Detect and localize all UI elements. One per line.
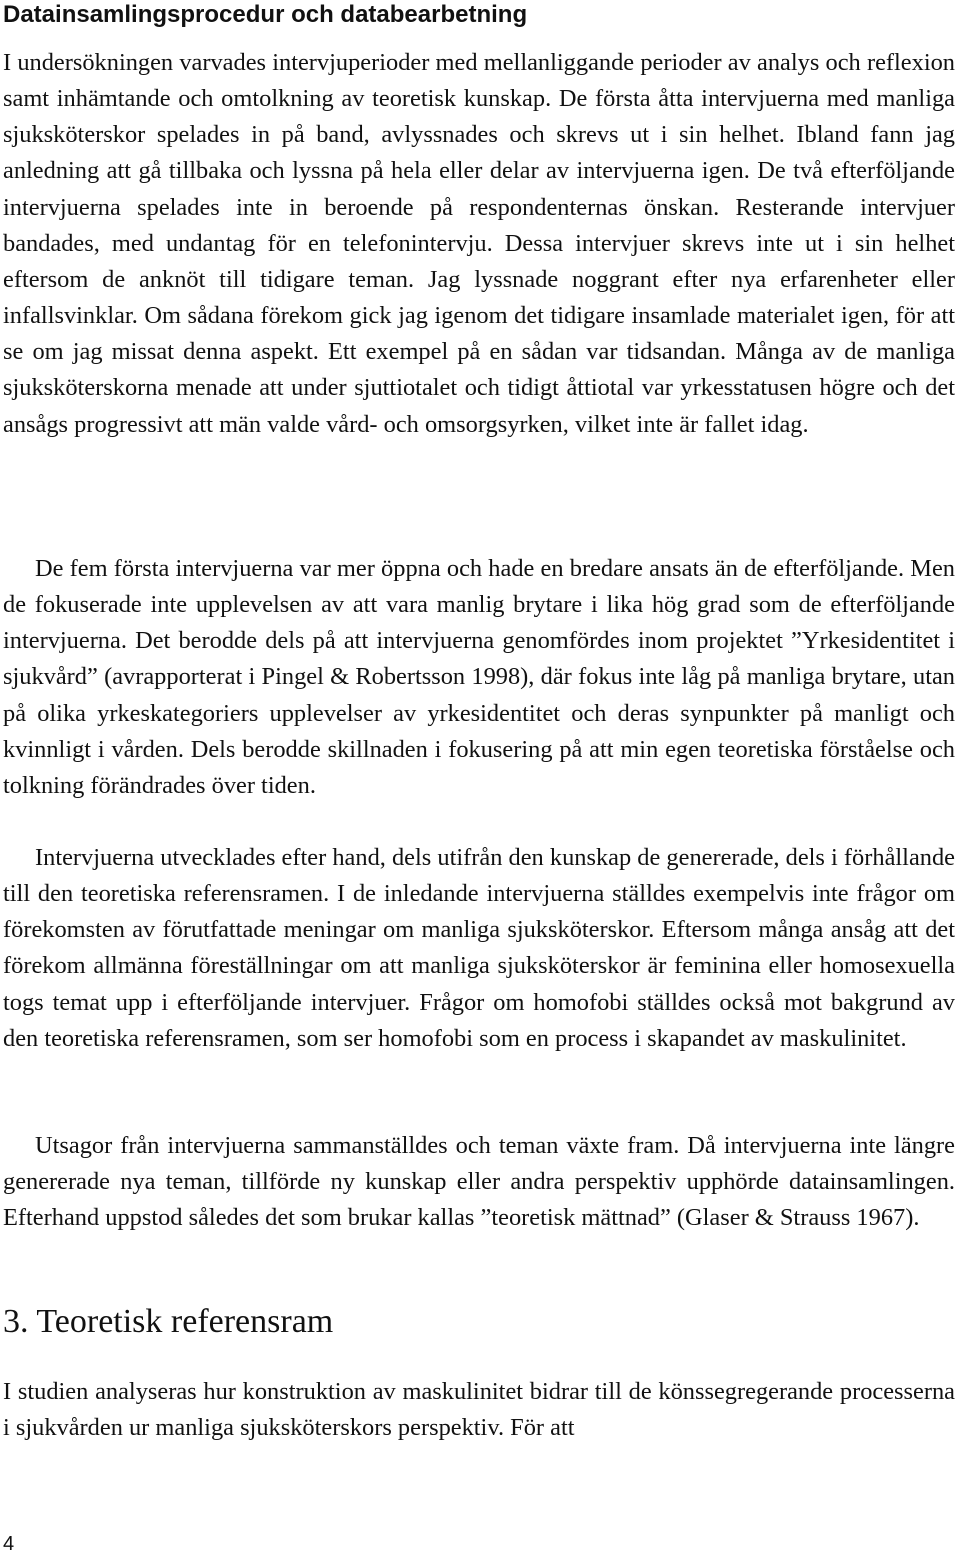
page-number: 4	[3, 1533, 15, 1555]
section-heading: 3. Teoretisk referensram	[3, 1303, 334, 1340]
subheading: Datainsamlingsprocedur och databearbetning	[3, 1, 528, 28]
paragraph-3-text: Intervjuerna utvecklades efter hand, dels utifrån den kunskap de genererade, dels i förhållande till den teoretiska referensramen. I de inledande intervjuerna ställdes exempelvis inte frågor om förekomsten av förutfattade meningar om manliga sjuksköterskor. Eftersom många ansåg att det förekom allmänna föreställningar om att manliga sjuksköterskor är feminina eller homosexuella togs temat upp i efterföljande intervjuer. Frågor om homofobi ställdes också mot bakgrund av den teoretiska referensramen, som ser homofobi som en process i skapandet av maskulinitet.	[3, 844, 955, 1052]
section-paragraph: I studien analyseras hur konstruktion av maskulinitet bidrar till de könssegregerande processerna i sjukvården ur manliga sjuksköterskors perspektiv. För att	[3, 1378, 955, 1442]
paragraph-2	[3, 551, 955, 804]
paragraph-1: I undersökningen varvades intervjuperioder med mellanliggande perioder av analys och reflexion samt inhämtande och omtolkning av teoretisk kunskap. De första åtta intervjuerna med manliga sjuksköterskor spelades in på band, avlyssnades och skrevs ut i sin helhet. Ibland fann jag anledning att gå tillbaka och lyssna på hela eller delar av intervjuerna igen. De två efterföljande intervjuerna spelades inte in beroende på respondenternas önskan. Resterande intervjuer bandades, med undantag för en telefonintervju. Dessa intervjuer skrevs inte ut i sin helhet eftersom de anknöt till tidigare teman. Jag lyssnade noggrant efter nya erfarenheter eller infallsvinklar. Om sådana förekom gick jag igenom det tidigare insamlade materialet igen, för att se om jag missat denna aspekt. Ett exempel på en sådan var tidsandan. Många av de manliga sjuksköterskorna menade att under sjuttiotalet och tidigt åttiotal var yrkesstatusen högre och det ansågs progressivt att män valde vård- och omsorgsyrken, vilket inte är fallet idag.	[3, 49, 955, 438]
paragraph-3	[3, 840, 955, 1057]
paragraph-4	[3, 1128, 955, 1236]
paragraph-2-text: De fem första intervjuerna var mer öppna och hade en bredare ansats än de efterföljande. Men de fokuserade inte upplevelsen av att vara manlig brytare i lika hög grad som de efterföljande intervjuerna. Det berodde dels på att intervjuerna genomfördes inom projektet ”Yrkesidentitet i sjukvård” (avrapporterat i Pingel & Robertsson 1998), där fokus inte låg på manliga brytare, utan på olika yrkeskategoriers upplevelser av yrkesidentitet och deras synpunkter på manligt och kvinnligt i vården. Dels berodde skillnaden i fokusering på att min egen teoretiska förståelse och tolkning förändrades över tiden.	[3, 555, 955, 799]
paragraph-4-text: Utsagor från intervjuerna sammanställdes och teman växte fram. Då intervjuerna inte längre genererade nya teman, tillförde ny kunskap eller andra perspektiv upphörde datainsamlingen. Efterhand uppstod således det som brukar kallas ”teoretisk mättnad” (Glaser & Strauss 1967).	[3, 1132, 955, 1232]
